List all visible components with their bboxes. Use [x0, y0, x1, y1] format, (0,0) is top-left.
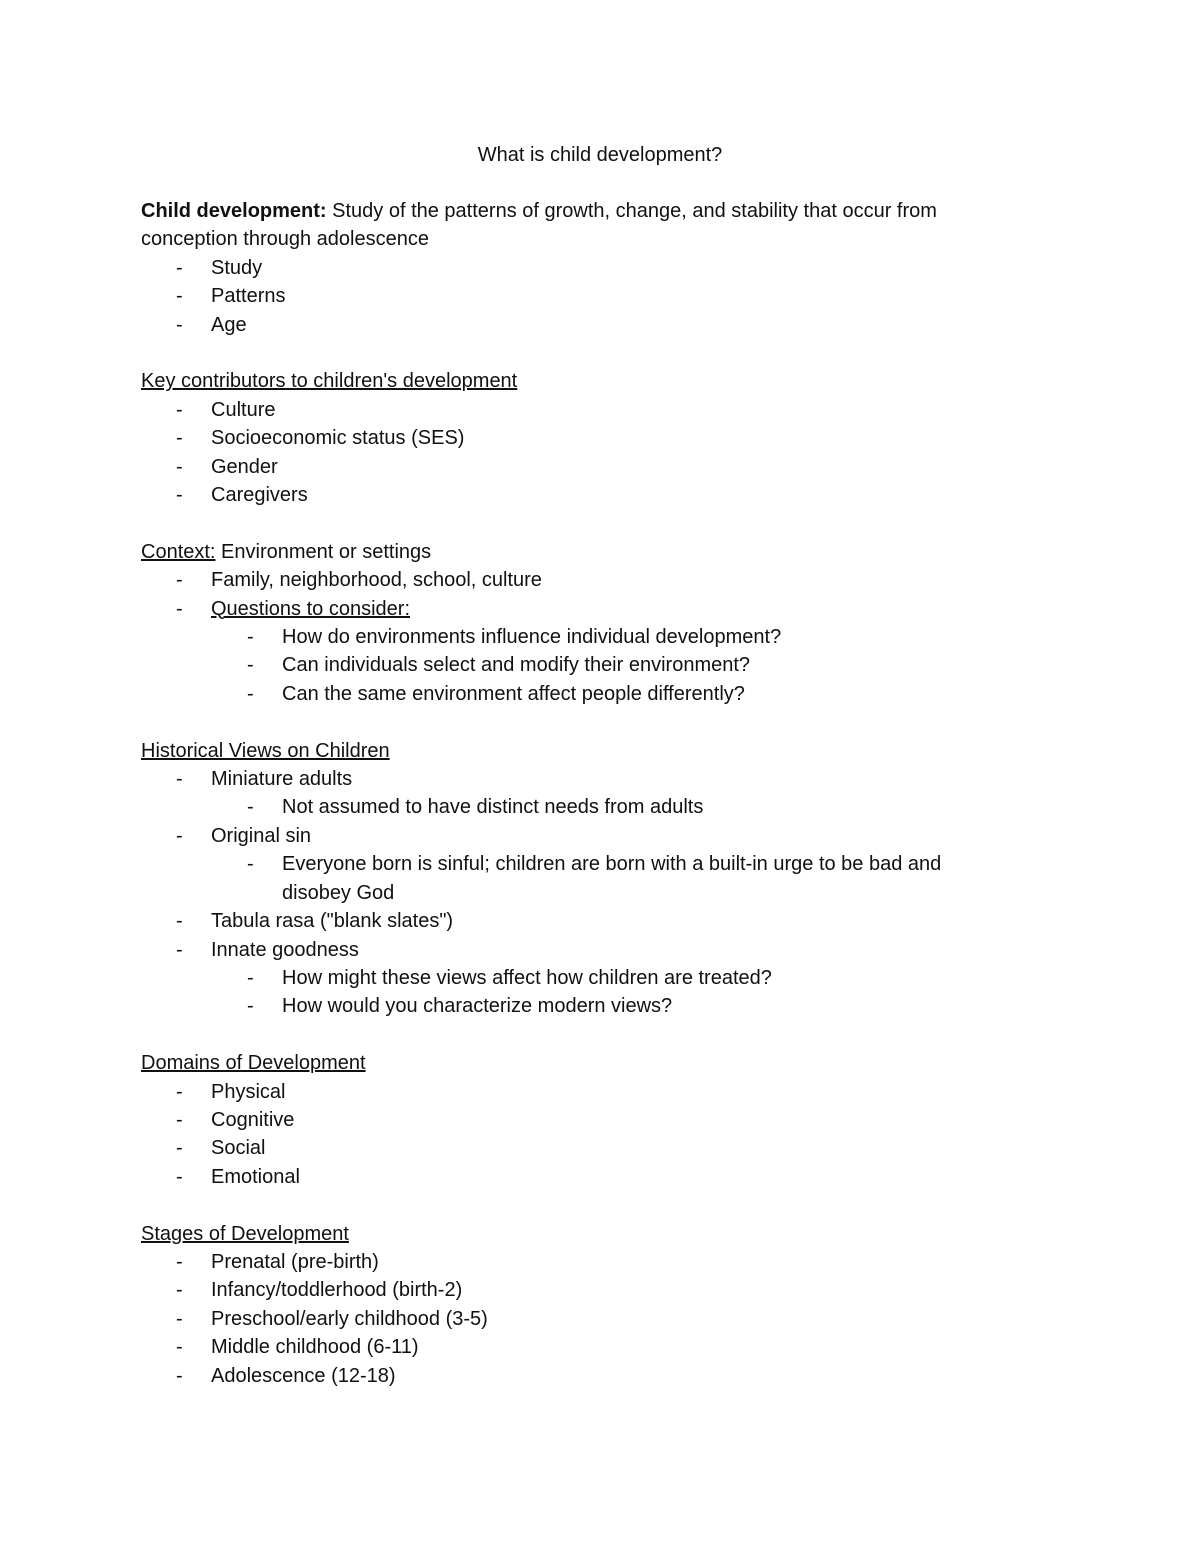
list-item: - Age	[141, 311, 1011, 339]
bullet-dash: -	[176, 455, 183, 478]
bullet-dash: -	[176, 1108, 183, 1131]
bullet-dash: -	[176, 824, 183, 847]
list-item: - Tabula rasa ("blank slates")	[141, 907, 1011, 935]
bullet-dash: -	[176, 1080, 183, 1103]
document-title: What is child development?	[477, 144, 723, 166]
bullet-dash: -	[247, 796, 254, 819]
list-item: - How would you characterize modern views?	[141, 992, 1011, 1020]
bullet-dash: -	[247, 654, 254, 677]
list-item: - Can individuals select and modify their environment?	[141, 651, 1011, 679]
bullet-dash: -	[176, 938, 183, 961]
historical-section	[141, 737, 1011, 1021]
section-heading: Key contributors to children's development	[141, 370, 518, 393]
list-item: - Study	[141, 254, 1011, 282]
list-item: - Preschool/early childhood (3-5)	[141, 1305, 1011, 1333]
bullet-dash: -	[176, 1364, 183, 1387]
list-item: - Culture	[141, 396, 1011, 424]
definition-term: Child development:	[141, 200, 327, 222]
bullet-dash: -	[176, 398, 183, 421]
list-item: - Miniature adults	[141, 765, 1011, 793]
list-item: - Social	[141, 1134, 1011, 1162]
bullet-dash: -	[176, 427, 183, 450]
bullet-dash: -	[247, 682, 254, 705]
list-item: - Gender	[141, 453, 1011, 481]
list-item: - Patterns	[141, 282, 1011, 310]
list-item: - Middle childhood (6-11)	[141, 1333, 1011, 1361]
list-item: - Physical	[141, 1078, 1011, 1106]
contributors-section	[141, 367, 1011, 509]
bullet-dash: -	[176, 1279, 183, 1302]
section-heading: Stages of Development	[141, 1222, 349, 1245]
list-item: - Emotional	[141, 1163, 1011, 1191]
bullet-dash: -	[176, 256, 183, 279]
bullet-dash: -	[176, 1307, 183, 1330]
bullet-dash: -	[247, 853, 254, 876]
subheading: Questions to consider:	[211, 597, 410, 620]
domains-section	[141, 1049, 1011, 1191]
bullet-dash: -	[247, 626, 254, 649]
list-item: - Socioeconomic status (SES)	[141, 424, 1011, 452]
bullet-dash: -	[176, 1250, 183, 1273]
bullet-dash: -	[176, 1165, 183, 1188]
bullet-dash: -	[176, 484, 183, 507]
definition-text: Study of the patterns of growth, change, and stability that occur from conception through adolescence	[141, 200, 937, 251]
list-item: - Everyone born is sinful; children are born with a built-in urge to be bad and disobey God	[141, 850, 1011, 907]
bullet-dash: -	[247, 995, 254, 1018]
section-heading: Domains of Development	[141, 1052, 366, 1075]
context-paragraph	[141, 538, 1011, 566]
list-item: - Caregivers	[141, 481, 1011, 509]
list-item: - Infancy/toddlerhood (birth-2)	[141, 1276, 1011, 1304]
section-heading: Historical Views on Children	[141, 739, 390, 762]
bullet-dash: -	[176, 1137, 183, 1160]
stages-section	[141, 1220, 1011, 1390]
context-text: Environment or settings	[215, 540, 432, 563]
bullet-dash: -	[176, 313, 183, 336]
list-item: - Family, neighborhood, school, culture	[141, 566, 1011, 594]
section-heading: Context:	[141, 540, 216, 563]
list-item: - How do environments influence individual development?	[141, 623, 1011, 651]
bullet-dash: -	[247, 966, 254, 989]
list-item: - Prenatal (pre-birth)	[141, 1248, 1011, 1276]
list-item	[141, 595, 1011, 623]
document-body	[141, 197, 1011, 1390]
list-item: - Adolescence (12-18)	[141, 1362, 1011, 1390]
definition-paragraph	[141, 197, 1011, 254]
bullet-dash: -	[176, 569, 183, 592]
definition-section	[141, 197, 1011, 339]
bullet-dash: -	[176, 285, 183, 308]
list-item: - Not assumed to have distinct needs from adults	[141, 793, 1011, 821]
bullet-dash: -	[176, 1336, 183, 1359]
bullet-dash: -	[176, 910, 183, 933]
list-item: - Can the same environment affect people differently?	[141, 680, 1011, 708]
list-item: - Original sin	[141, 822, 1011, 850]
list-item: - How might these views affect how children are treated?	[141, 964, 1011, 992]
context-section	[141, 538, 1011, 708]
bullet-dash: -	[176, 768, 183, 791]
list-item: - Innate goodness	[141, 936, 1011, 964]
list-item: - Cognitive	[141, 1106, 1011, 1134]
bullet-dash: -	[176, 597, 183, 620]
